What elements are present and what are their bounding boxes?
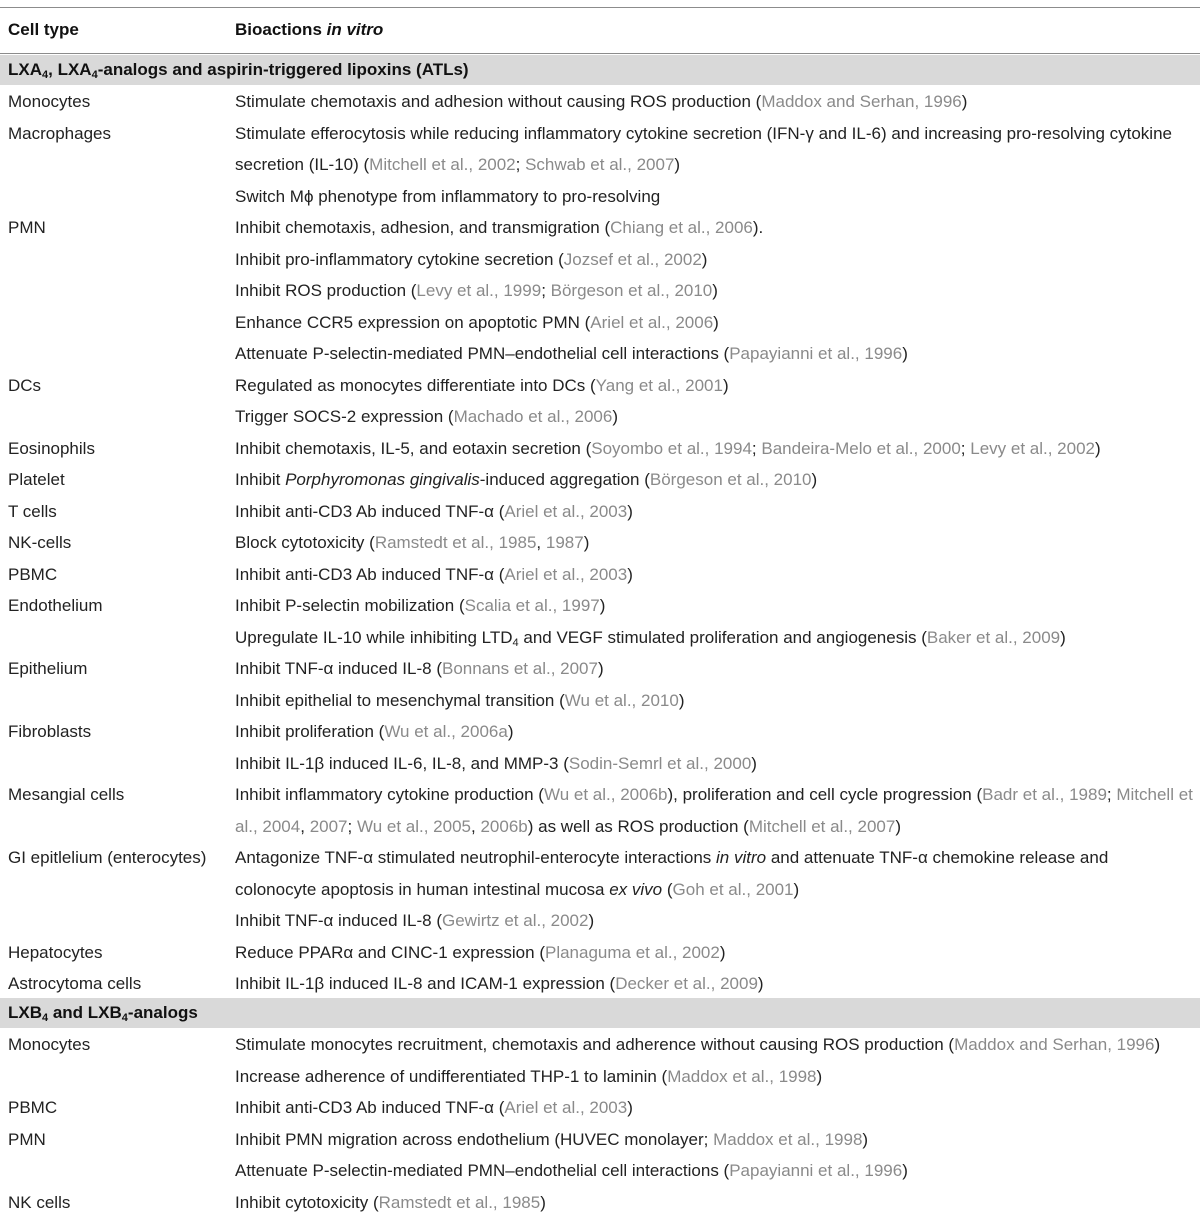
text-segment: ;	[960, 438, 971, 458]
bioaction-text	[235, 244, 1193, 276]
cell-type: Mesangial cells	[8, 785, 125, 804]
text-segment: -induced aggregation (	[479, 470, 650, 489]
text-segment: and LXB	[48, 1003, 122, 1022]
reference-citation: 2006b	[480, 816, 528, 836]
text-segment: ;	[515, 155, 526, 174]
text-segment: and VEGF stimulated proliferation and angiogenesis (	[518, 627, 927, 647]
text-segment: Inhibit PMN migration across endothelium (HUVEC monolayer;	[235, 1129, 714, 1149]
italic-text: ex vivo	[609, 879, 663, 899]
reference-citation: Wu et al., 2006a	[384, 722, 508, 741]
text-segment: ,	[471, 816, 481, 836]
cell-type: PMN	[8, 218, 46, 237]
table-row	[0, 1155, 1200, 1187]
bioaction-text	[235, 968, 1193, 1000]
reference-citation: Börgeson et al., 2010	[649, 470, 812, 489]
bioaction-text	[235, 685, 1193, 717]
italic-text: Porphyromonas gingivalis	[285, 470, 480, 489]
text-segment: Inhibit pro-inflammatory cytokine secretion (	[235, 249, 564, 269]
text-segment: )	[719, 942, 726, 962]
bioaction-text	[235, 842, 1193, 905]
reference-citation: Schwab et al., 2007	[525, 155, 675, 174]
text-segment: Attenuate P-selectin-mediated PMN–endothelial cell interactions (	[235, 1161, 730, 1180]
reference-citation: Börgeson et al., 2010	[550, 281, 713, 300]
table-row	[0, 244, 1200, 276]
text-segment: LXA	[8, 60, 42, 79]
table-row	[0, 275, 1200, 307]
cell-type: Platelet	[8, 470, 65, 489]
reference-citation: Maddox and Serhan, 1996	[761, 92, 962, 111]
text-segment: )	[1060, 627, 1066, 647]
header-cell-type: Cell type	[8, 20, 79, 39]
reference-citation: Goh et al., 2001	[672, 879, 794, 899]
cell-type: GI epitlelium (enterocytes)	[8, 848, 207, 867]
text-segment: Inhibit epithelial to mesenchymal transition (	[235, 690, 565, 710]
text-segment: Inhibit TNF-α induced IL-8 (	[235, 911, 442, 930]
bioaction-text	[235, 433, 1193, 465]
text-segment: )	[1154, 1035, 1161, 1054]
text-segment: ;	[347, 816, 357, 836]
table-row	[0, 842, 1200, 905]
bioaction-text	[235, 1061, 1193, 1093]
text-segment: ;	[541, 281, 551, 300]
table-row	[0, 779, 1200, 842]
subscript: 4	[42, 1012, 49, 1024]
text-segment: )	[678, 690, 685, 710]
table-row	[0, 401, 1200, 433]
text-segment: Inhibit anti-CD3 Ab induced TNF-α (	[235, 501, 505, 521]
section-header	[0, 55, 1200, 85]
text-segment: )	[902, 1161, 908, 1180]
text-segment: )	[713, 312, 719, 332]
cell-type: PBMC	[8, 564, 58, 584]
cell-type: T cells	[8, 501, 57, 521]
bioaction-text	[235, 559, 1193, 591]
reference-citation: Wu et al., 2006b	[543, 785, 668, 804]
text-segment: )	[757, 974, 764, 993]
bioaction-text	[235, 527, 1193, 559]
reference-citation: Ramstedt et al., 1985	[378, 1192, 541, 1212]
reference-citation: Mitchell et al., 2002	[369, 155, 516, 174]
text-segment: ), proliferation and cell cycle progression (	[667, 785, 983, 804]
reference-citation: Yang et al., 2001	[595, 375, 723, 395]
text-segment: (	[662, 879, 673, 899]
text-segment: )	[612, 407, 619, 426]
table-row	[0, 307, 1200, 339]
bioaction-text	[235, 1155, 1193, 1187]
text-segment: )	[1095, 438, 1101, 458]
header-bioactions-prefix: Bioactions	[235, 20, 327, 39]
reference-citation: Maddox et al., 1998	[667, 1066, 817, 1086]
cell-type: Macrophages	[8, 123, 112, 143]
bioaction-text	[235, 1029, 1193, 1061]
text-segment: Inhibit	[235, 470, 286, 489]
bioaction-text	[235, 370, 1193, 402]
bioaction-text	[235, 905, 1193, 937]
bioaction-text	[235, 622, 1193, 654]
text-segment: )	[627, 564, 633, 584]
table-header	[0, 8, 1200, 53]
bioaction-text	[235, 1187, 1193, 1218]
bioaction-text	[235, 937, 1193, 969]
table-row	[0, 527, 1200, 559]
table-row	[0, 212, 1200, 244]
text-segment: Inhibit chemotaxis, adhesion, and transmigration (	[235, 218, 611, 237]
reference-citation: Papayianni et al., 1996	[729, 1161, 903, 1180]
reference-citation: Planaguma et al., 2002	[544, 942, 720, 962]
text-segment: ;	[751, 438, 762, 458]
reference-citation: Levy et al., 1999	[416, 281, 542, 300]
cell-type: Eosinophils	[8, 438, 95, 458]
text-segment: ;	[1106, 785, 1117, 804]
text-segment: and attenuate TNF-α chemokine release and colonocyte apoptosis in human intestinal mucosa	[235, 848, 1109, 899]
table-row	[0, 1124, 1200, 1156]
reference-citation: Levy et al., 2002	[970, 438, 1095, 458]
table-row	[0, 937, 1200, 969]
text-segment: )	[895, 816, 901, 836]
subscript: 4	[42, 69, 49, 81]
bioaction-text	[235, 212, 1193, 244]
text-segment: )	[712, 281, 718, 300]
bioaction-text	[235, 1124, 1193, 1156]
text-segment: -analogs and aspirin-triggered lipoxins (ATLs)	[97, 60, 469, 79]
cell-type: NK-cells	[8, 533, 72, 552]
text-segment: Inhibit P-selectin mobilization (	[235, 596, 465, 615]
reference-citation: Ariel et al., 2003	[504, 501, 628, 521]
bioaction-text	[235, 653, 1193, 685]
text-segment: , LXA	[48, 60, 92, 79]
subscript: 4	[512, 636, 519, 649]
table-row	[0, 370, 1200, 402]
text-segment: )	[862, 1129, 869, 1149]
table-row	[0, 181, 1200, 213]
cell-type: Fibroblasts	[8, 722, 92, 741]
text-segment: )	[902, 344, 908, 363]
bioaction-text	[235, 748, 1193, 780]
reference-citation: Decker et al., 2009	[615, 974, 758, 993]
table-row	[0, 433, 1200, 465]
text-segment: ) as well as ROS production (	[527, 816, 749, 836]
bioaction-text	[235, 1092, 1193, 1124]
reference-citation: Papayianni et al., 1996	[729, 344, 903, 363]
reference-citation: Chiang et al., 2006	[610, 218, 753, 237]
reference-citation: 1987	[545, 533, 584, 552]
reference-citation: Badr et al., 1989	[982, 785, 1107, 804]
text-segment: Inhibit IL-1β induced IL-8 and ICAM-1 expression (	[235, 974, 616, 993]
text-segment: Stimulate monocytes recruitment, chemotaxis and adherence without causing ROS production (	[235, 1035, 955, 1054]
table-row	[0, 716, 1200, 748]
text-segment: Inhibit cytotoxicity (	[235, 1192, 379, 1212]
text-segment: Block cytotoxicity (	[235, 533, 375, 552]
header-bioactions-italic: in vitro	[326, 20, 384, 39]
text-segment: Inhibit inflammatory cytokine production (	[235, 785, 544, 804]
section-title	[8, 1003, 198, 1023]
table-row	[0, 622, 1200, 654]
reference-citation: Bandeira-Melo et al., 2000	[761, 438, 961, 458]
cell-type: Epithelium	[8, 659, 88, 678]
text-segment: )	[793, 879, 800, 899]
text-segment: Stimulate efferocytosis while reducing inflammatory cytokine secretion (IFN-γ and IL-6) and increasing pro-resolving cytokine secretion (IL-10) (	[235, 123, 1172, 174]
subscript: 4	[121, 1012, 128, 1024]
reference-citation: Sodin-Semrl et al., 2000	[568, 753, 752, 773]
bioaction-text	[235, 275, 1193, 307]
text-segment: Inhibit chemotaxis, IL-5, and eotaxin secretion (	[235, 438, 592, 458]
bioaction-text	[235, 181, 1193, 213]
reference-citation: Ariel et al., 2003	[504, 1098, 628, 1117]
cell-type: Endothelium	[8, 596, 103, 615]
cell-type: NK cells	[8, 1192, 71, 1212]
table-row	[0, 1092, 1200, 1124]
text-segment: )	[961, 92, 968, 111]
bioaction-text	[235, 779, 1193, 842]
bioaction-text	[235, 86, 1193, 118]
text-segment: ,	[536, 533, 546, 552]
text-segment: ,	[300, 816, 310, 836]
table-row	[0, 748, 1200, 780]
italic-text: in vitro	[716, 848, 767, 867]
table-row	[0, 685, 1200, 717]
table-row	[0, 653, 1200, 685]
section-title	[8, 60, 469, 80]
text-segment: LXB	[8, 1003, 42, 1022]
text-segment: Increase adherence of undifferentiated THP-1 to laminin (	[235, 1066, 668, 1086]
cell-type: DCs	[8, 375, 42, 395]
text-segment: Switch Mϕ phenotype from inflammatory to pro-resolving	[235, 186, 661, 206]
bioaction-text	[235, 590, 1193, 622]
reference-citation: Machado et al., 2006	[453, 407, 613, 426]
text-segment: Inhibit anti-CD3 Ab induced TNF-α (	[235, 1098, 505, 1117]
reference-citation: Bonnans et al., 2007	[442, 659, 598, 678]
reference-citation: Maddox et al., 1998	[713, 1129, 863, 1149]
text-segment: )	[722, 375, 729, 395]
reference-citation: Wu et al., 2010	[564, 690, 679, 710]
cell-type: PMN	[8, 1129, 46, 1149]
reference-citation: Mitchell et al., 2007	[748, 816, 896, 836]
table-row	[0, 496, 1200, 528]
reference-citation: Wu et al., 2005	[356, 816, 472, 836]
reference-citation: Soyombo et al., 1994	[591, 438, 752, 458]
table-row	[0, 905, 1200, 937]
cell-type: Astrocytoma cells	[8, 974, 142, 993]
table-row	[0, 968, 1200, 1000]
reference-citation: Maddox and Serhan, 1996	[954, 1035, 1155, 1054]
text-segment: Stimulate chemotaxis and adhesion without causing ROS production (	[235, 92, 762, 111]
text-segment: Inhibit proliferation (	[235, 722, 385, 741]
table-row	[0, 590, 1200, 622]
reference-citation: 2007	[309, 816, 348, 836]
text-segment: Regulated as monocytes differentiate into DCs (	[235, 375, 596, 395]
reference-citation: Ariel et al., 2006	[590, 312, 714, 332]
text-segment: )	[701, 249, 708, 269]
table-row	[0, 1029, 1200, 1061]
bioaction-text	[235, 307, 1193, 339]
text-segment: )	[540, 1192, 546, 1212]
cell-type: Monocytes	[8, 1035, 91, 1054]
table-row	[0, 118, 1200, 181]
text-segment: )	[507, 722, 514, 741]
table-row	[0, 559, 1200, 591]
reference-citation: Scalia et al., 1997	[464, 596, 600, 615]
reference-citation: Jozsef et al., 2002	[563, 249, 702, 269]
text-segment: )	[588, 911, 595, 930]
bioaction-text	[235, 118, 1193, 181]
text-segment: )	[816, 1066, 823, 1086]
text-segment: )	[674, 155, 681, 174]
text-segment: Upregulate IL-10 while inhibiting LTD	[235, 627, 513, 647]
text-segment: -analogs	[127, 1003, 198, 1022]
table-row	[0, 464, 1200, 496]
text-segment: )	[627, 1098, 633, 1117]
reference-citation: Baker et al., 2009	[926, 627, 1061, 647]
header-bioactions	[235, 20, 383, 40]
bioaction-text	[235, 401, 1193, 433]
text-segment: Inhibit IL-1β induced IL-6, IL-8, and MMP-3 (	[235, 753, 569, 773]
text-segment: Attenuate P-selectin-mediated PMN–endothelial cell interactions (	[235, 344, 730, 363]
bioaction-text	[235, 716, 1193, 748]
text-segment: Reduce PPARα and CINC-1 expression (	[235, 942, 545, 962]
text-segment: Enhance CCR5 expression on apoptotic PMN (	[235, 312, 591, 332]
text-segment: ).	[752, 218, 764, 237]
cell-type: Monocytes	[8, 92, 91, 111]
cell-type: Hepatocytes	[8, 942, 103, 962]
text-segment: )	[811, 470, 818, 489]
text-segment: )	[751, 753, 757, 773]
table-row	[0, 1061, 1200, 1093]
reference-citation: Gewirtz et al., 2002	[442, 911, 589, 930]
text-segment: Trigger SOCS-2 expression (	[235, 407, 454, 426]
text-segment: Inhibit ROS production (	[235, 281, 417, 300]
reference-citation: Mitchell et al., 2004	[235, 785, 1193, 836]
table-row	[0, 1187, 1200, 1218]
section-header	[0, 998, 1200, 1028]
table-row	[0, 86, 1200, 118]
header-rule	[0, 53, 1200, 54]
bioaction-text	[235, 496, 1193, 528]
text-segment: )	[627, 501, 633, 521]
bioaction-text	[235, 338, 1193, 370]
text-segment: )	[597, 659, 604, 678]
table-row	[0, 338, 1200, 370]
text-segment: )	[583, 533, 590, 552]
text-segment: Inhibit anti-CD3 Ab induced TNF-α (	[235, 564, 505, 584]
text-segment: )	[599, 596, 606, 615]
text-segment: Inhibit TNF-α induced IL-8 (	[235, 659, 442, 678]
reference-citation: Ramstedt et al., 1985	[374, 533, 537, 552]
subscript: 4	[91, 69, 98, 81]
reference-citation: Ariel et al., 2003	[504, 564, 628, 584]
text-segment: Antagonize TNF-α stimulated neutrophil-enterocyte interactions	[235, 848, 717, 867]
bioaction-text	[235, 464, 1193, 496]
cell-type: PBMC	[8, 1098, 58, 1117]
